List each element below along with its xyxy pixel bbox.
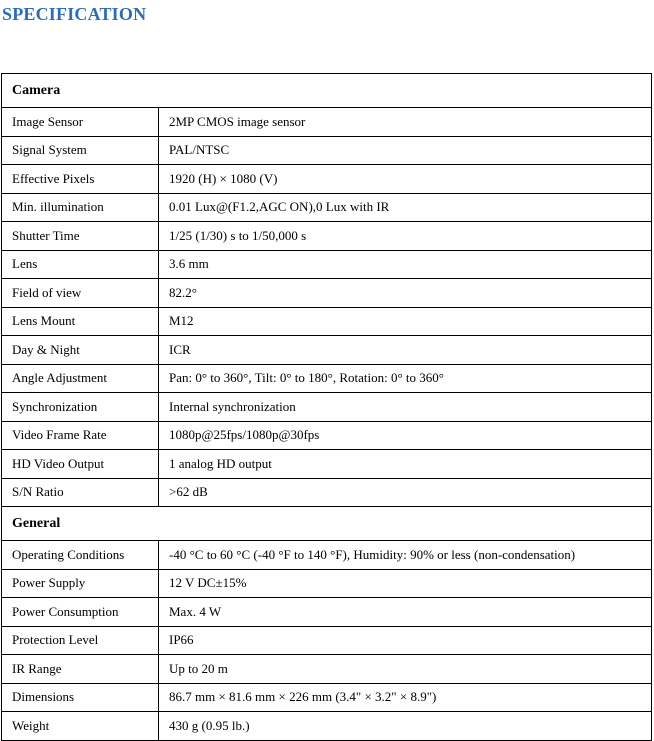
spec-label: Min. illumination xyxy=(2,193,159,222)
spec-value: 3.6 mm xyxy=(159,250,652,279)
spec-value: Pan: 0° to 360°, Tilt: 0° to 180°, Rotation: 0° to 360° xyxy=(159,364,652,393)
table-row xyxy=(2,165,652,194)
specification-table xyxy=(1,73,652,741)
table-row xyxy=(2,541,652,570)
page-title: SPECIFICATION xyxy=(2,4,147,24)
spec-value: 86.7 mm × 81.6 mm × 226 mm (3.4" × 3.2" × 8.9") xyxy=(159,683,652,712)
table-row xyxy=(2,626,652,655)
spec-value: Max. 4 W xyxy=(159,598,652,627)
spec-label: HD Video Output xyxy=(2,450,159,479)
table-row xyxy=(2,421,652,450)
table-row xyxy=(2,250,652,279)
spec-label: Synchronization xyxy=(2,393,159,422)
section-title: Camera xyxy=(2,74,652,108)
table-row xyxy=(2,279,652,308)
table-row xyxy=(2,364,652,393)
spec-value: M12 xyxy=(159,307,652,336)
table-row xyxy=(2,193,652,222)
spec-value: 12 V DC±15% xyxy=(159,569,652,598)
spec-value: IP66 xyxy=(159,626,652,655)
spec-label: Video Frame Rate xyxy=(2,421,159,450)
table-row xyxy=(2,683,652,712)
spec-value: >62 dB xyxy=(159,478,652,507)
spec-label: Signal System xyxy=(2,136,159,165)
spec-value: Up to 20 m xyxy=(159,655,652,684)
spec-value: 1920 (H) × 1080 (V) xyxy=(159,165,652,194)
table-row xyxy=(2,655,652,684)
spec-label: Protection Level xyxy=(2,626,159,655)
spec-value: Internal synchronization xyxy=(159,393,652,422)
spec-label: Angle Adjustment xyxy=(2,364,159,393)
section-title: General xyxy=(2,507,652,541)
spec-label: Shutter Time xyxy=(2,222,159,251)
table-row xyxy=(2,222,652,251)
spec-value: 1 analog HD output xyxy=(159,450,652,479)
table-row xyxy=(2,307,652,336)
spec-value: 430 g (0.95 lb.) xyxy=(159,712,652,741)
spec-label: Power Consumption xyxy=(2,598,159,627)
spec-label: Lens xyxy=(2,250,159,279)
spec-value: ICR xyxy=(159,336,652,365)
spec-label: Dimensions xyxy=(2,683,159,712)
table-row xyxy=(2,136,652,165)
table-row xyxy=(2,450,652,479)
table-row xyxy=(2,393,652,422)
spec-label: Operating Conditions xyxy=(2,541,159,570)
spec-label: Lens Mount xyxy=(2,307,159,336)
spec-label: S/N Ratio xyxy=(2,478,159,507)
spec-value: 0.01 Lux@(F1.2,AGC ON),0 Lux with IR xyxy=(159,193,652,222)
table-row xyxy=(2,108,652,137)
spec-label: Day & Night xyxy=(2,336,159,365)
spec-value: 1080p@25fps/1080p@30fps xyxy=(159,421,652,450)
spec-value: PAL/NTSC xyxy=(159,136,652,165)
section-header-camera xyxy=(2,74,652,108)
table-row xyxy=(2,598,652,627)
spec-label: Effective Pixels xyxy=(2,165,159,194)
spec-value: 82.2° xyxy=(159,279,652,308)
spec-label: Power Supply xyxy=(2,569,159,598)
spec-label: IR Range xyxy=(2,655,159,684)
spec-label: Weight xyxy=(2,712,159,741)
spec-label: Field of view xyxy=(2,279,159,308)
table-row xyxy=(2,569,652,598)
table-row xyxy=(2,336,652,365)
spec-value: 1/25 (1/30) s to 1/50,000 s xyxy=(159,222,652,251)
specification-table-body xyxy=(2,74,652,741)
table-row xyxy=(2,712,652,741)
spec-label: Image Sensor xyxy=(2,108,159,137)
table-row xyxy=(2,478,652,507)
spec-value: 2MP CMOS image sensor xyxy=(159,108,652,137)
spec-value: -40 °C to 60 °C (-40 °F to 140 °F), Humidity: 90% or less (non-condensation) xyxy=(159,541,652,570)
section-header-general xyxy=(2,507,652,541)
